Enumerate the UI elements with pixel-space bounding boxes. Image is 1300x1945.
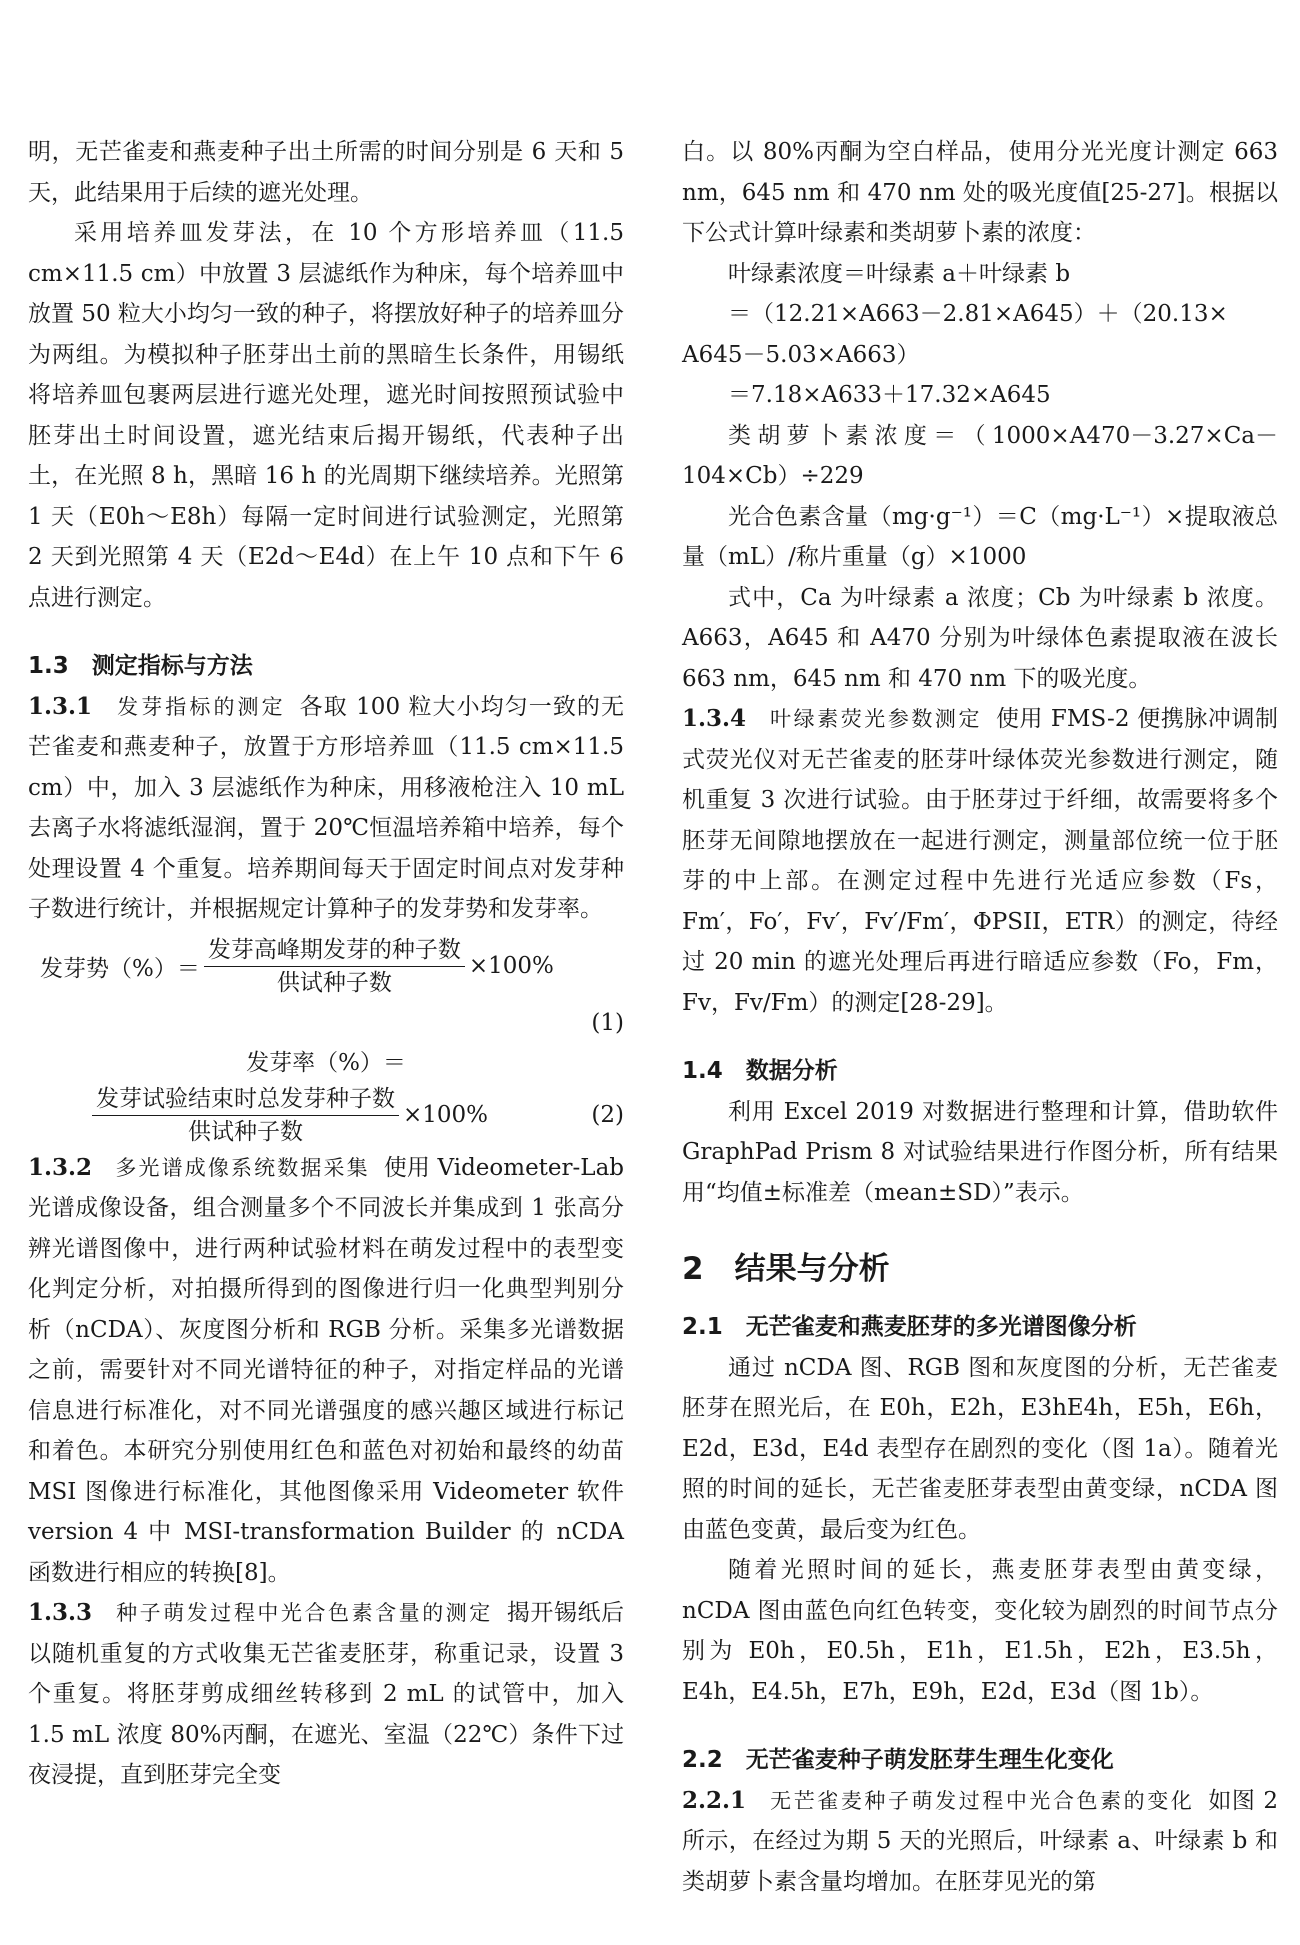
formula-line: A645－5.03×A663） <box>682 341 920 368</box>
subsection-title: 叶绿素荧光参数测定 <box>770 707 982 731</box>
paragraph: 使用 FMS-2 便携脉冲调制式荧光仪对无芒雀麦的胚芽叶绿体荧光参数进行测定，随机重复 3 次进行试验。由于胚芽过于纤细，故需要将多个胚芽无间隙地摆放在一起进行测定，测量部位统一位于胚芽的中上部。在测定过程中先进行光适应参数（Fs，Fm′，Fo′，Fv′，Fv′/Fm′，ΦPSII，ETR）的测定，待经过 20 min 的遮光处理后再进行暗适应参数（Fo，Fm，Fv，Fv/Fm）的测定[28-29]。 <box>682 706 1279 1016</box>
fraction <box>204 934 465 999</box>
chapter-heading-2: 2 结果与分析 <box>682 1251 890 1287</box>
fraction-denominator: 供试种子数 <box>188 1118 303 1145</box>
subsection-1-3-1 <box>28 687 624 930</box>
equation-1 <box>28 934 624 999</box>
subsection-number: 2.2.1 <box>682 1786 747 1814</box>
formula-line: ＝（12.21×A663－2.81×A645）＋（20.13× <box>728 301 1228 327</box>
fraction-numerator: 发芽试验结束时总发芽种子数 <box>92 1083 399 1116</box>
equation-number: (2) <box>591 1102 624 1128</box>
paragraph: 明，无芒雀麦和燕麦种子出土所需的时间分别是 6 天和 5 天，此结果用于后续的遮光处理。 <box>28 139 624 206</box>
paragraph: 式中，Ca 为叶绿素 a 浓度；Cb 为叶绿素 b 浓度。A663，A645 和 A470 分别为叶绿体色素提取液在波长 663 nm，645 nm 和 470 nm 下的吸光度。 <box>682 584 1278 692</box>
right-column <box>682 132 1278 1902</box>
equation-rhs: ×100% <box>468 953 554 979</box>
equation-lhs: 发芽势（%）＝ <box>40 955 200 982</box>
section-heading-2-2: 2.2 无芒雀麦种子萌发胚芽生理生化变化 <box>682 1747 1114 1773</box>
formula-line: 叶绿素浓度＝叶绿素 a＋叶绿素 b <box>728 260 1071 287</box>
paragraph: 使用 Videometer-Lab 光谱成像设备，组合测量多个不同波长并集成到 1 张高分辨光谱图像中，进行两种试验材料在萌发过程中的表型变化判定分析，对拍摄所得到的图像进行归一化典型判别分析（nCDA）、灰度图分析和 RGB 分析。采集多光谱数据之前，需要针对不同光谱特征的种子，对指定样品的光谱信息进行标准化，对不同光谱强度的感兴趣区域进行标记和着色。本研究分别使用红色和蓝色对初始和最终的幼苗 MSI 图像进行标准化，其他图像采用 Videometer 软件 version 4 中 MSI-transformation Builder 的 nCDA 函数进行相应的转换[8]。 <box>28 1154 625 1586</box>
subsection-1-3-2 <box>28 1148 624 1594</box>
formula-line: ＝7.18×A633＋17.32×A645 <box>728 382 1051 408</box>
formula-line: 光合色素含量（mg·g⁻¹）＝C（mg·L⁻¹）×提取液总量（mL）/称片重量（g）×1000 <box>682 503 1278 570</box>
paragraph: 白。以 80%丙酮为空白样品，使用分光光度计测定 663 nm，645 nm 和 470 nm 处的吸光度值[25-27]。根据以下公式计算叶绿素和类胡萝卜素的浓度： <box>682 139 1278 246</box>
subsection-1-3-3 <box>28 1593 624 1796</box>
paragraph: 如图 2 所示，在经过为期 5 天的光照后，叶绿素 a、叶绿素 b 和类胡萝卜素含量均增加。在胚芽见光的第 <box>682 1787 1279 1895</box>
formula-line: 类胡萝卜素浓度＝（1000×A470－3.27×Ca－104×Cb）÷229 <box>682 422 1278 489</box>
left-column <box>28 132 624 1796</box>
equation-number: (1) <box>591 1009 624 1036</box>
subsection-number: 1.3.3 <box>28 1599 93 1626</box>
equation-2 <box>28 1083 624 1148</box>
equation-rhs: ×100% <box>403 1102 489 1128</box>
subsection-title: 无芒雀麦种子萌发过程中光合色素的变化 <box>770 1788 1195 1813</box>
subsection-1-3-4 <box>682 699 1278 1023</box>
subsection-number: 1.3.2 <box>28 1153 93 1181</box>
paragraph: 揭开锡纸后以随机重复的方式收集无芒雀麦胚芽，称重记录，设置 3 个重复。将胚芽剪成细丝转移到 2 mL 的试管中，加入 1.5 mL 浓度 80%丙酮，在遮光、室温（22℃）条件下过夜浸提，直到胚芽完全变 <box>28 1600 625 1788</box>
fraction-numerator: 发芽高峰期发芽的种子数 <box>204 934 465 967</box>
fraction <box>92 1083 399 1148</box>
paragraph: 通过 nCDA 图、RGB 图和灰度图的分析，无芒雀麦胚芽在照光后，在 E0h，E2h，E3hE4h，E5h，E6h，E2d，E3d，E4d 表型存在剧烈的变化（图 1a）。随着光照的时间的延长，无芒雀麦胚芽表型由黄变绿，nCDA 图由蓝色变黄，最后变为红色。 <box>682 1354 1278 1543</box>
paragraph: 采用培养皿发芽法，在 10 个方形培养皿（11.5 cm×11.5 cm）中放置 3 层滤纸作为种床，每个培养皿中放置 50 粒大小均匀一致的种子，将摆放好种子的培养皿分为两组。为模拟种子胚芽出土前的黑暗生长条件，用锡纸将培养皿包裹两层进行遮光处理，遮光时间按照预试验中胚芽出土时间设置，遮光结束后揭开锡纸，代表种子出土，在光照 8 h，黑暗 16 h 的光周期下继续培养。光照第 1 天（E0h～E8h）每隔一定时间进行试验测定，光照第 2 天到光照第 4 天（E2d～E4d）在上午 10 点和下午 6 点进行测定。 <box>28 220 624 611</box>
section-heading-1-3: 1.3 测定指标与方法 <box>28 653 253 679</box>
subsection-title: 发芽指标的测定 <box>117 694 286 719</box>
paragraph: 随着光照时间的延长，燕麦胚芽表型由黄变绿，nCDA 图由蓝色向红色转变，变化较为剧烈的时间节点分别为 E0h，E0.5h，E1h，E1.5h，E2h，E3.5h，E4h，E4.5h，E7h，E9h，E2d，E3d（图 1b）。 <box>682 1557 1278 1705</box>
paragraph: 各取 100 粒大小均匀一致的无芒雀麦和燕麦种子，放置于方形培养皿（11.5 cm×11.5 cm）中，加入 3 层滤纸作为种床，用移液枪注入 10 mL 去离子水将滤纸湿润，置于 20℃恒温培养箱中培养，每个处理设置 4 个重复。培养期间每天于固定时间点对发芽种子数进行统计，并根据规定计算种子的发芽势和发芽率。 <box>28 693 624 922</box>
section-heading-2-1: 2.1 无芒雀麦和燕麦胚芽的多光谱图像分析 <box>682 1314 1137 1340</box>
section-heading-1-4: 1.4 数据分析 <box>682 1058 838 1084</box>
subsection-number: 1.3.1 <box>28 692 93 720</box>
subsection-number: 1.3.4 <box>682 705 747 732</box>
paragraph: 利用 Excel 2019 对数据进行整理和计算，借助软件 GraphPad Prism 8 对试验结果进行作图分析，所有结果用“均值±标准差（mean±SD）”表示。 <box>682 1098 1278 1206</box>
subsection-title: 种子萌发过程中光合色素含量的测定 <box>116 1601 493 1625</box>
fraction-denominator: 供试种子数 <box>276 969 392 996</box>
subsection-title: 多光谱成像系统数据采集 <box>115 1155 370 1180</box>
subsection-2-2-1 <box>682 1781 1278 1903</box>
equation-lhs: 发芽率（%）＝ <box>246 1049 406 1076</box>
